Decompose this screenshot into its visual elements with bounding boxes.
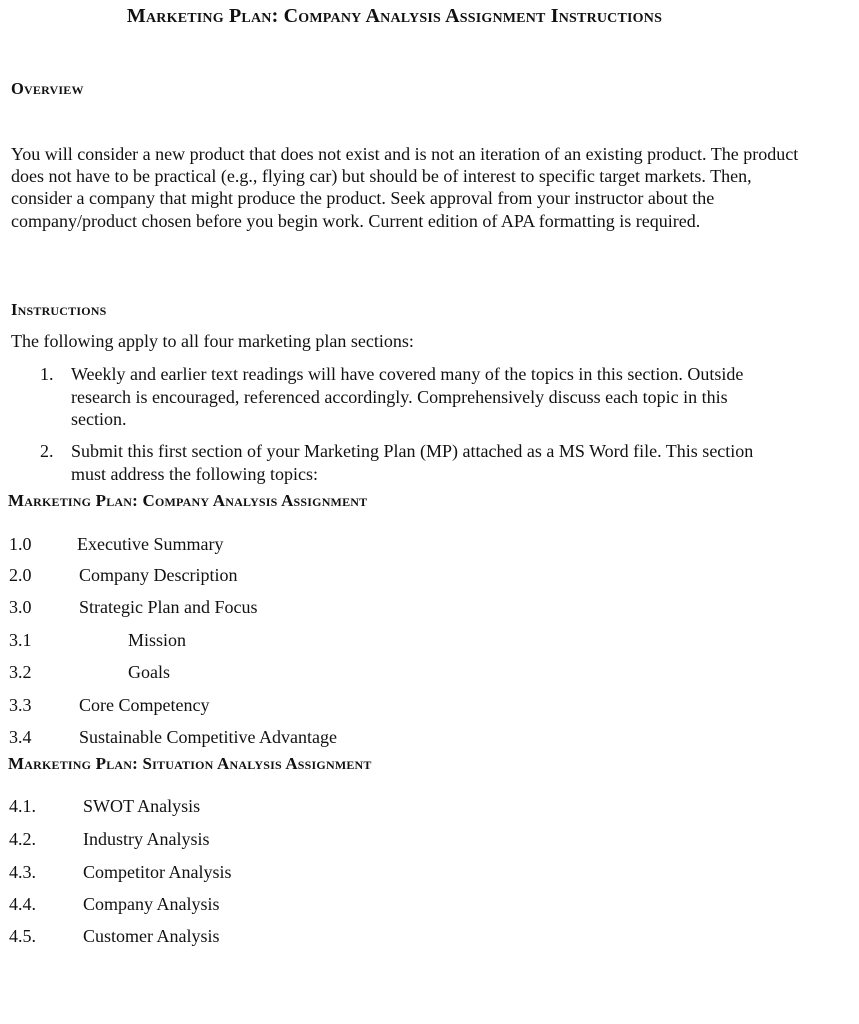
topic-number: 4.2. [9,829,36,849]
topic-number: 3.1 [9,630,32,650]
topic-number: 3.0 [9,597,32,617]
overview-heading: Overview [11,79,84,98]
situation-analysis-heading: Marketing Plan: Situation Analysis Assignment [8,754,372,773]
topic-number: 4.4. [9,894,36,914]
topic-label: Executive Summary [77,534,224,554]
topic-label: Competitor Analysis [83,862,232,882]
topic-number: 3.2 [9,662,32,682]
list-item-text: Submit this first section of your Marketing Plan (MP) attached as a MS Word file. This section must address the following topics: [71,441,754,484]
overview-paragraph: You will consider a new product that does not exist and is not an iteration of an existing product. The product does not have to be practical (e.g., flying car) but should be of interest to specific target markets. Then, consider a company that might produce the product. Seek approval from your instructor about the company/product chosen before you begin work. Current edition of APA formatting is required. [11,144,799,231]
topic-label: Company Analysis [83,894,220,914]
list-item-text: Weekly and earlier text readings will have covered many of the topics in this section. Outside research is encouraged, referenced accordingly. Comprehensively discuss each topic in this section. [71,364,744,429]
company-analysis-heading: Marketing Plan: Company Analysis Assignment [8,491,368,510]
list-item-number: 1. [40,364,54,384]
topic-number: 3.3 [9,695,32,715]
topic-number: 4.5. [9,926,36,946]
topic-label: Customer Analysis [83,926,220,946]
topic-label: Strategic Plan and Focus [79,597,258,617]
topic-number: 2.0 [9,565,32,585]
topic-label: SWOT Analysis [83,796,201,816]
topic-number: 3.4 [9,727,32,747]
topic-number: 4.1. [9,796,36,816]
topic-label: Goals [128,662,170,682]
topic-label: Mission [128,630,187,650]
list-item-number: 2. [40,441,54,461]
instructions-heading: Instructions [11,300,107,319]
topic-label: Company Description [79,565,238,585]
instructions-intro: The following apply to all four marketing plan sections: [11,331,414,351]
instruction-list-item-2 [40,440,780,485]
topic-label: Sustainable Competitive Advantage [79,727,337,747]
document-title: Marketing Plan: Company Analysis Assignment Instructions [126,5,663,27]
topic-number: 1.0 [9,534,32,554]
instruction-list-item-1 [40,363,780,431]
topic-label: Industry Analysis [83,829,210,849]
topic-label: Core Competency [79,695,210,715]
topic-number: 4.3. [9,862,36,882]
